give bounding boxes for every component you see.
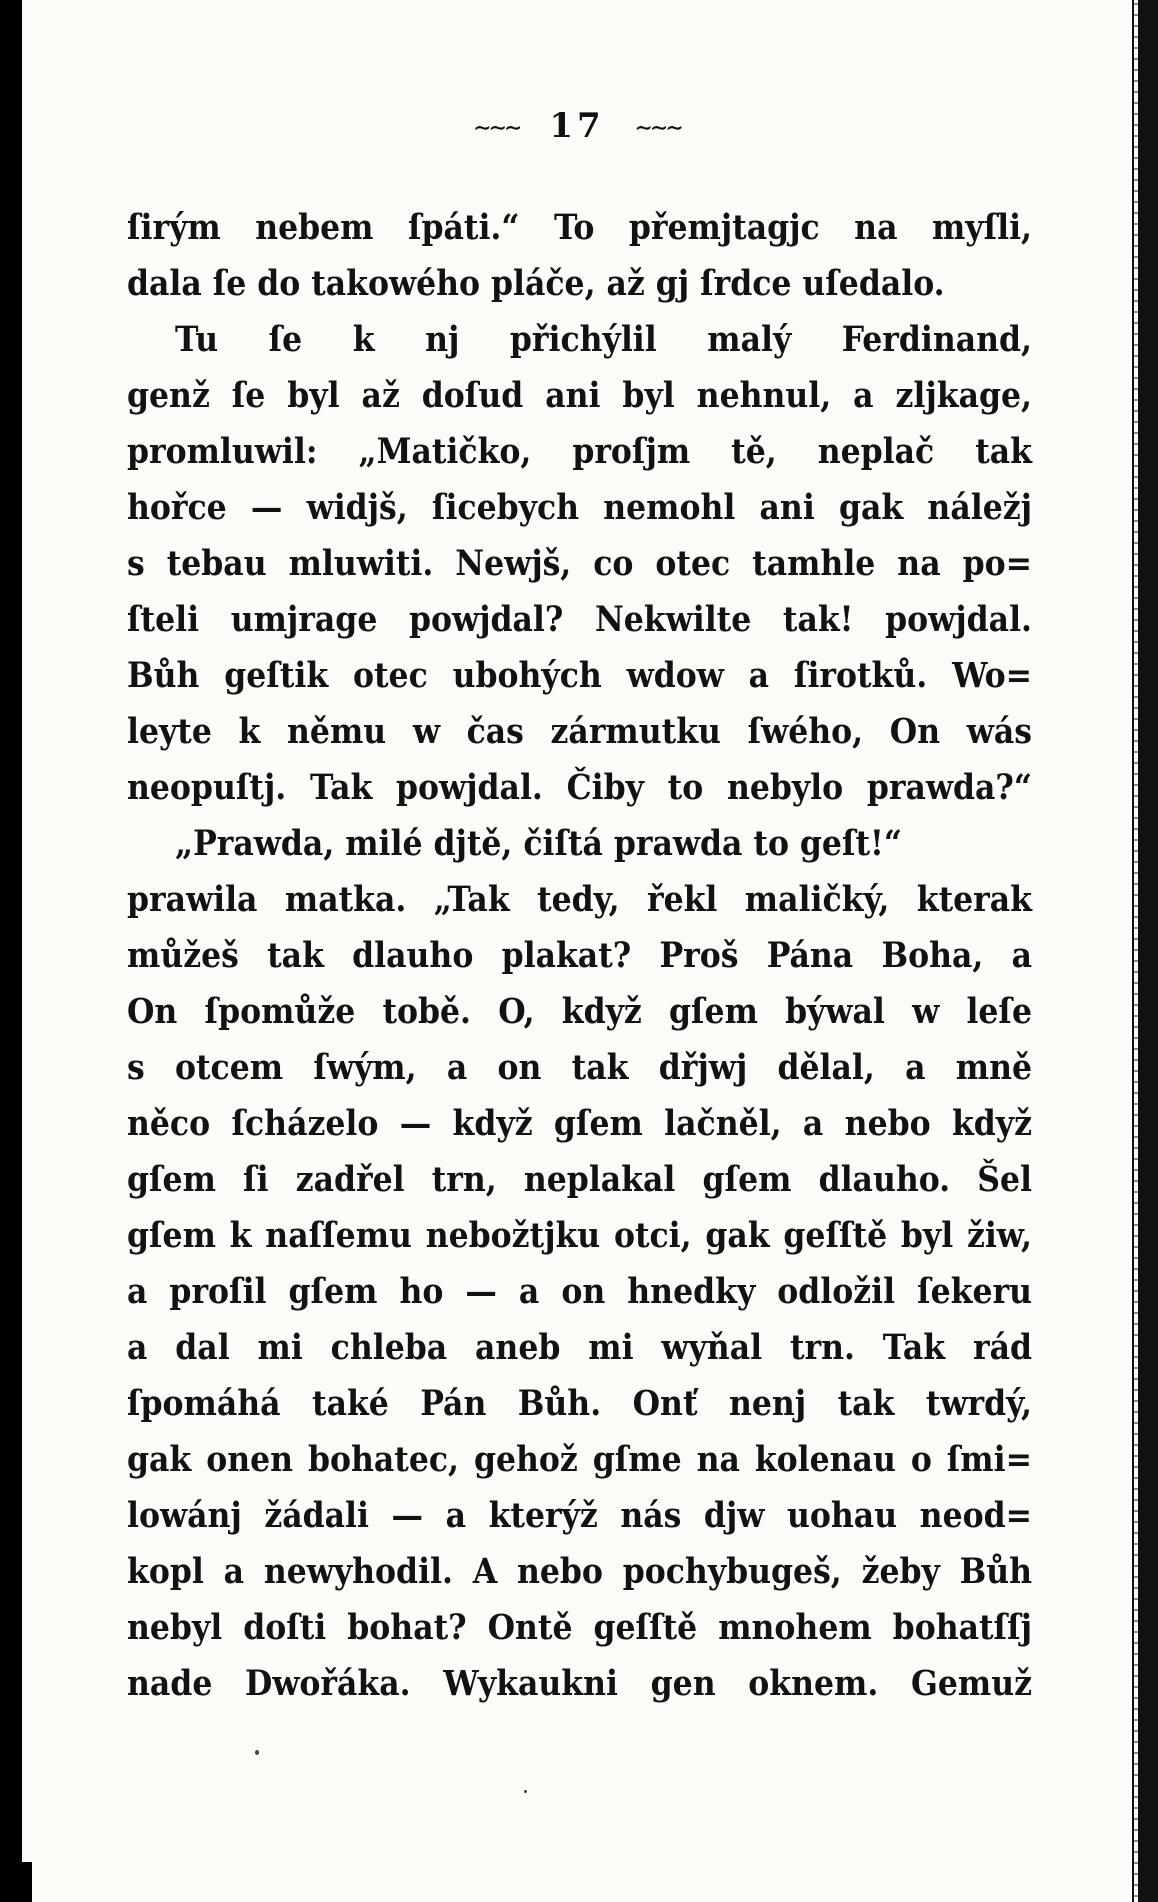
text-line: ſpomáhá také Pán Bůh. Onť nenj tak twrdý, — [127, 1383, 1032, 1424]
text-line: Tu ſe k nj přichýlil malý Ferdinand, — [175, 319, 1032, 360]
header-ornament-right: ∼∼∼ — [634, 115, 681, 141]
text-line: kopl a newyhodil. A nebo pochybugeš, žeby Bůh — [127, 1551, 1032, 1592]
text-line: můžeš tak dlauho plakat? Proš Pána Boha, a — [127, 935, 1032, 976]
text-line: leyte k němu w čas zármutku ſwého, On wás — [127, 711, 1032, 752]
text-line: nade Dwořáka. Wykaukni gen oknem. Gemuž — [127, 1663, 1032, 1704]
text-line: „Prawda, milé djtě, čiſtá prawda to geſt!“ — [175, 823, 902, 864]
text-line: s tebau mluwiti. Newjš, co otec tamhle na po= — [127, 543, 1032, 584]
paper-speck — [524, 1790, 527, 1793]
text-line: genž ſe byl až doſud ani byl nehnul, a zljkage, — [127, 375, 1032, 416]
text-line: lowánj žádali — a kterýž nás djw uohau neod= — [127, 1495, 1032, 1536]
paper-speck — [255, 1750, 259, 1755]
text-line: dala ſe do takowého pláče, až gj ſrdce uſedalo. — [127, 263, 945, 304]
page-left-edge — [0, 0, 22, 1902]
text-line: gak onen bohatec, gehož gſme na kolenau o ſmi= — [127, 1439, 1032, 1480]
text-line: a dal mi chleba aneb mi wyňal trn. Tak rád — [127, 1327, 1032, 1368]
text-line: něco ſcházelo — když gſem lačněl, a nebo když — [127, 1103, 1032, 1144]
page-corner-mark — [0, 1862, 32, 1902]
page-right-edge — [1132, 0, 1158, 1902]
book-page — [22, 0, 1132, 1902]
text-line: gſem k naſſemu nebožtjku otci, gak geſſtě byl žiw, — [127, 1215, 1032, 1256]
text-line: ſteli umjrage powjdal? Nekwilte tak! powjdal. — [127, 599, 1032, 640]
text-line: promluwil: „Matičko, proſjm tě, neplač tak — [127, 431, 1032, 472]
text-line: On ſpomůže tobě. O, když gſem býwal w leſe — [127, 991, 1032, 1032]
page-header — [22, 106, 1132, 146]
text-line: prawila matka. „Tak tedy, řekl maličký, kterak — [127, 879, 1032, 920]
text-line: nebyl doſti bohat? Ontě geſſtě mnohem bohatſſj — [127, 1607, 1032, 1648]
text-line: ſirým nebem ſpáti.“ To přemjtagjc na myſli, — [127, 207, 1032, 248]
text-line: Bůh geſtik otec ubohých wdow a ſirotků. Wo= — [127, 655, 1032, 696]
text-line: gſem ſi zadřel trn, neplakal gſem dlauho. Šel — [127, 1159, 1032, 1200]
text-line: a proſil gſem ho — a on hnedky odložil ſekeru — [127, 1271, 1032, 1312]
header-ornament-left: ∼∼∼ — [473, 115, 520, 141]
text-line: hořce — widjš, ſicebych nemohl ani gak náležj — [127, 487, 1032, 528]
body-text — [127, 200, 1032, 1712]
text-line: neopuſtj. Tak powjdal. Čiby to nebylo prawda?“ — [127, 767, 1032, 808]
page-number: 17 — [549, 106, 605, 146]
text-line: s otcem ſwým, a on tak dřjwj dělal, a mně — [127, 1047, 1032, 1088]
